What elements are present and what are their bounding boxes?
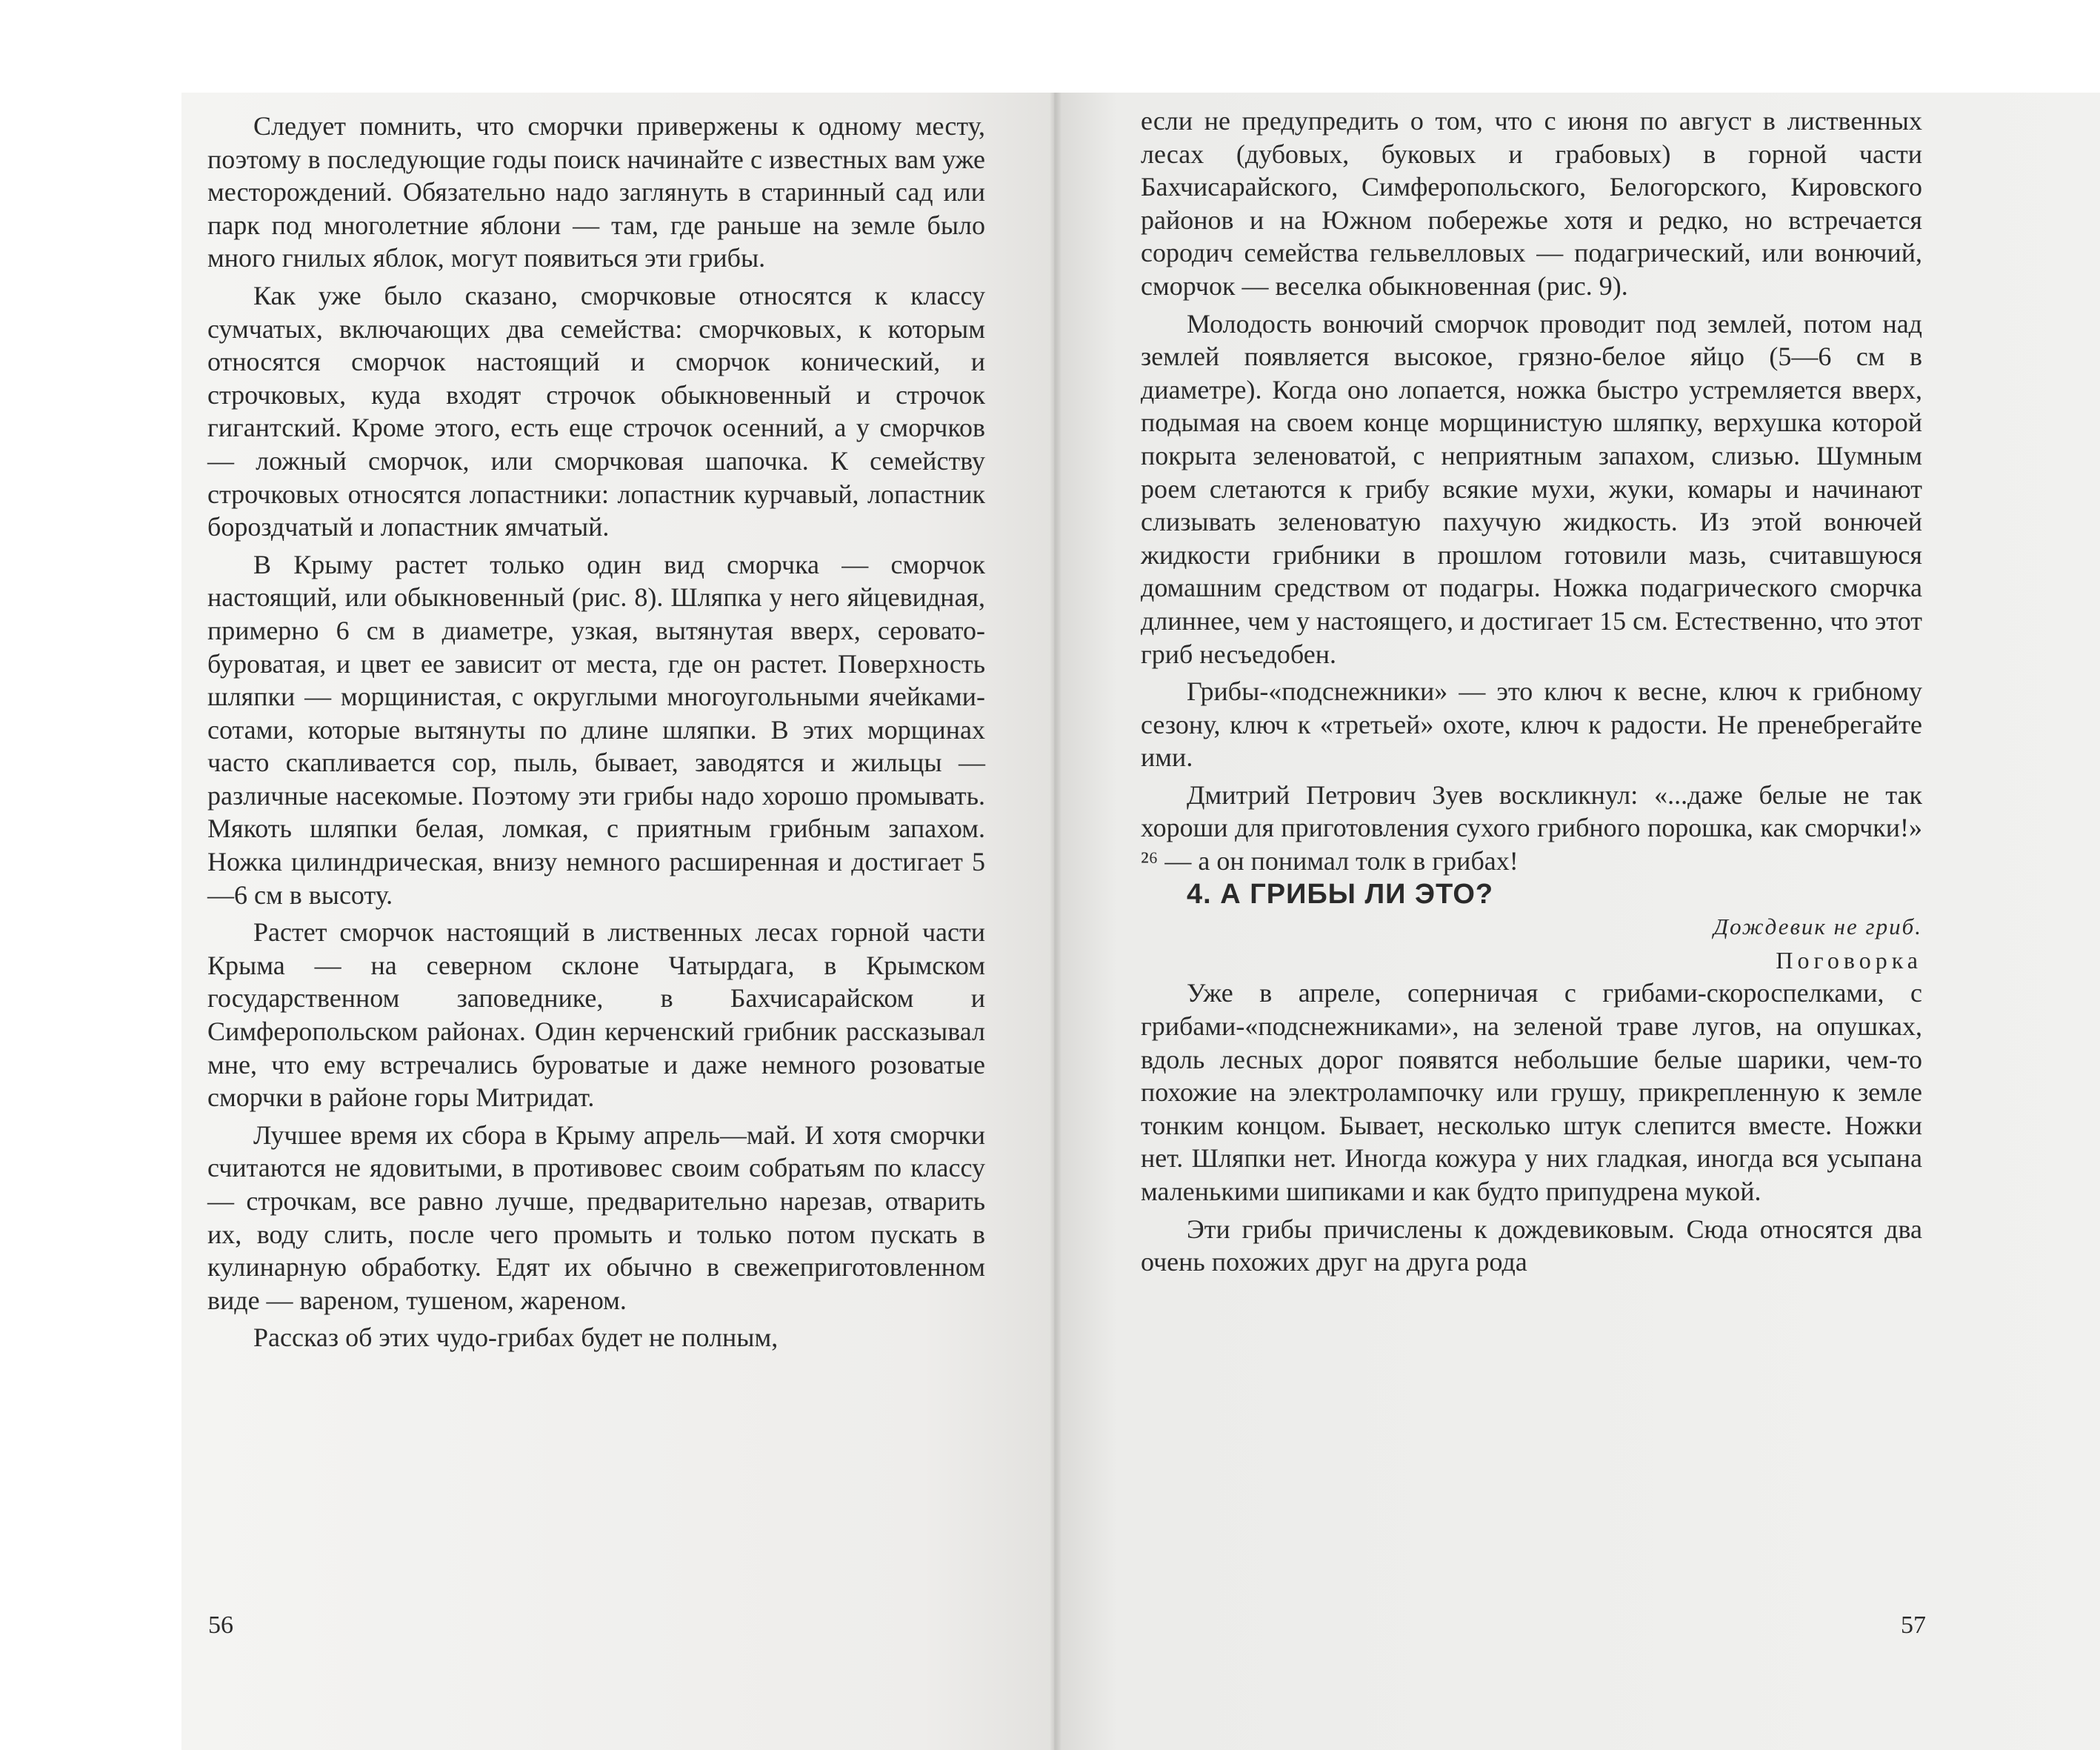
continued-paragraph: если не предупредить о том, что с июня по август в лиственных лесах (дубовых, буковых и грабовых) в горной части Бахчисарайского, Симферопольского, Белогорского, Кировского районов и на Южном побережье хотя и редко, но встречается сородич семейства гельвелловых — подагрический, или вонючий, сморчок — веселка обыкновенная (рис. 9). xyxy=(1141,106,1922,301)
paragraph: В Крыму растет только один вид сморчка — сморчок настоящий, или обыкновенный (рис. 8). Шляпка у него яйцевидная, примерно 6 см в диаметре, узкая, вытянутая вверх, серовато-буроватая, и цвет ее зависит от места, где он растет. Поверхность шляпки — морщинистая, с округлыми многоугольными ячейками-сотами, которые вытянуты по длине шляпки. В этих морщинах часто скапливается сор, пыль, бывает, заводятся и жильцы — различные насекомые. Поэтому эти грибы надо хорошо промывать. Мякоть шляпки белая, ломкая, с приятным грибным запахом. Ножка цилиндрическая, внизу немного расширенная и достигает 5—6 см в высоту. xyxy=(207,549,985,910)
book-gutter xyxy=(1050,93,1061,1750)
paragraph: Рассказ об этих чудо-грибах будет не полным, xyxy=(253,1323,779,1353)
page-number-right: 57 xyxy=(1901,1611,1926,1639)
paragraph: Лучшее время их сбора в Крыму апрель—май. И хотя сморчки считаются не ядовитыми, в противовес своим собратьям по классу — строчкам, все равно лучше, предварительно нарезав, отварить их, воду слить, после чего промыть и только потом пускать в кулинарную обработку. Едят их обычно в свежеприготовленном виде — вареном, тушеном, жареном. xyxy=(207,1119,985,1315)
paragraph: Следует помнить, что сморчки привержены к одному месту, поэтому в последующие годы поиск начинайте с известных вам уже месторождений. Обязательно надо заглянуть в старинный сад или парк под многолетние яблони — там, где раньше на земле было много гнилых яблок, могут появиться эти грибы. xyxy=(207,111,985,273)
paragraph: Молодость вонючий сморчок проводит под землей, потом над землей появляется высокое, грязно-белое яйцо (5—6 см в диаметре). Когда оно лопается, ножка быстро устремляется вверх, подымая на своем конце морщинистую шляпку, верхушка которой покрыта зеленоватой, с неприятным запахом, слизью. Шумным роем слетаются к грибу всякие мухи, жуки, комары и начинают слизывать зеленоватую пахучую жидкость. Из этой вонючей жидкости грибники в прошлом готовили мазь, считавшуюся домашним средством от подагры. Ножка подагрического сморчка длиннее, чем у настоящего, и достигает 15 см. Естественно, что этот гриб несъедобен. xyxy=(1141,308,1922,669)
paragraph: Как уже было сказано, сморчковые относятся к классу сумчатых, включающих два семейства: сморчковых, к которым относятся сморчок настоящий и сморчок конический, и строчковых, куда входят строчок обыкновенный и строчок гигантский. Кроме этого, есть еще строчок осенний, а у сморчков — ложный сморчок, или сморчковая шапочка. К семейству строчковых относятся лопастники: лопастник курчавый, лопастник бороздчатый и лопастник ямчатый. xyxy=(207,280,985,542)
epigraph: Дождевик не гриб. xyxy=(1713,914,1922,940)
paragraph: Дмитрий Петрович Зуев воскликнул: «...даже белые не так хороши для приготовления сухого грибного порошка, как сморчки!» ²⁶ — а он понимал толк в грибах! xyxy=(1141,779,1922,876)
paragraph: Растет сморчок настоящий в лиственных лесах горной части Крыма — на северном склоне Чатырдага, в Крымском государственном заповеднике, в Бахчисарайском и Симферопольском районах. Один керченский грибник рассказывал мне, что ему встречались буроватые и даже немного розоватые сморчки в районе горы Митридат. xyxy=(207,917,985,1113)
paragraph: Уже в апреле, соперничая с грибами-скороспелками, с грибами-«подснежниками», на зеленой траве лугов, на опушках, вдоль лесных дорог появятся небольшие белые шарики, чем-то похожие на электролампочку или грушу, прикрепленную к земле тонким концом. Бывает, несколько штук слепится вместе. Ножки нет. Шляпки нет. Иногда кожура у них гладкая, иногда вся усыпана маленькими шипиками и как будто припудрена мукой. xyxy=(1141,978,1922,1206)
paragraph: Грибы-«подснежники» — это ключ к весне, ключ к грибному сезону, ключ к «третьей» охоте, ключ к радости. Не пренебрегайте ими. xyxy=(1141,676,1922,773)
paragraph: Эти грибы причислены к дождевиковым. Сюда относятся два очень похожих друг на друга рода xyxy=(1141,1214,1922,1277)
epigraph-source: Поговорка xyxy=(1776,946,1922,974)
page-number-left: 56 xyxy=(208,1611,233,1639)
section-heading: 4. А ГРИБЫ ЛИ ЭТО? xyxy=(1187,878,1494,910)
left-page-text xyxy=(207,110,985,1354)
right-page-text xyxy=(1141,104,1922,1279)
